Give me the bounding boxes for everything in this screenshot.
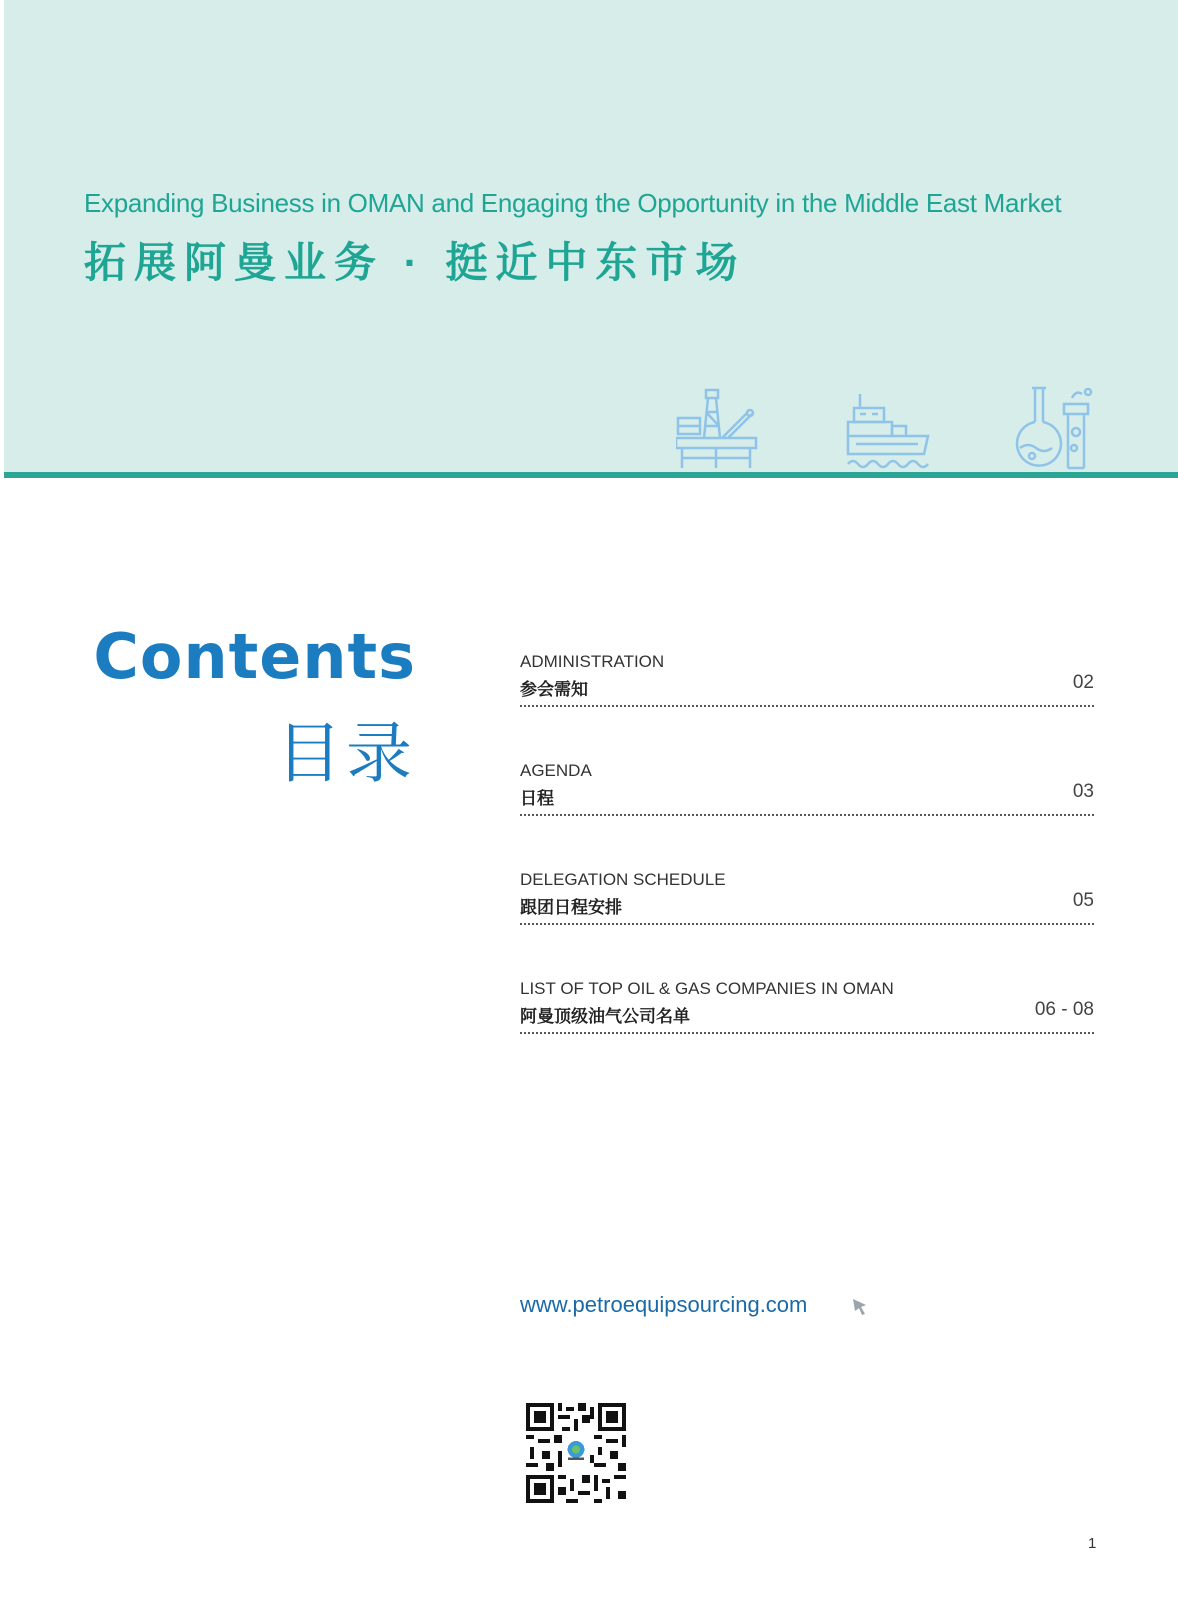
ship-icon xyxy=(846,392,932,472)
title-english: Expanding Business in OMAN and Engaging the Opportunity in the Middle East Market xyxy=(84,188,1062,218)
contents-heading: Contents xyxy=(93,620,416,693)
toc-item-title: DELEGATION SCHEDULE xyxy=(520,870,726,889)
toc-item-page: 05 xyxy=(1072,890,1094,911)
title-chinese: 拓展阿曼业务 · 挺近中东市场 xyxy=(84,239,746,286)
toc-item-administration[interactable] xyxy=(520,652,1094,707)
toc-item-title: AGENDA xyxy=(520,761,592,780)
toc-item-page: 02 xyxy=(1072,672,1094,693)
toc-item-title-chinese: 阿曼顶级油气公司名单 xyxy=(520,1007,690,1026)
website-link[interactable]: www.petroequipsourcing.com xyxy=(520,1292,808,1317)
toc-item-delegation-schedule[interactable] xyxy=(520,870,1094,925)
contents-heading-chinese: 目录 xyxy=(276,716,416,790)
toc-item-company-list[interactable] xyxy=(520,979,1094,1034)
toc-item-title: LIST OF TOP OIL & GAS COMPANIES IN OMAN xyxy=(520,979,894,998)
toc-item-title: ADMINISTRATION xyxy=(520,652,665,671)
toc-item-page: 03 xyxy=(1072,781,1094,802)
cursor-arrow-icon xyxy=(852,1298,868,1321)
toc-item-title-chinese: 跟团日程安排 xyxy=(520,898,622,917)
toc-item-agenda[interactable] xyxy=(520,761,1094,816)
toc-item-title-chinese: 参会需知 xyxy=(520,680,588,699)
flask-icon xyxy=(1012,386,1096,472)
toc-item-title-chinese: 日程 xyxy=(520,789,554,808)
table-of-contents xyxy=(520,652,1094,1088)
oil-rig-icon xyxy=(676,388,758,470)
header-rule xyxy=(4,472,1178,478)
page-number: 1 xyxy=(1088,1535,1097,1552)
qr-code xyxy=(526,1403,626,1503)
toc-item-page: 06 - 08 xyxy=(1034,999,1094,1020)
